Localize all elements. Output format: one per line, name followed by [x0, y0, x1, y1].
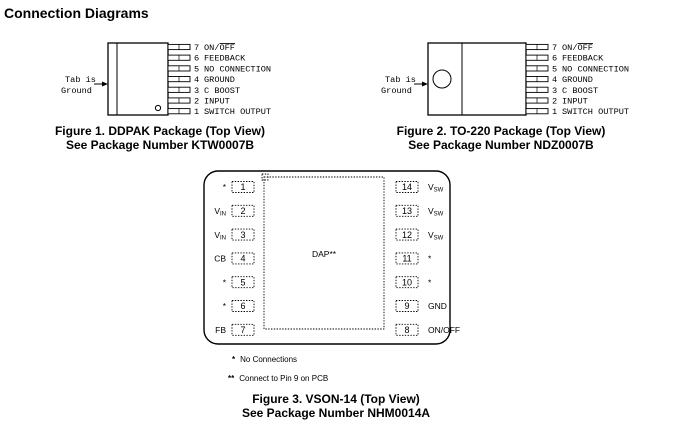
- to220-pin-5: [526, 64, 629, 74]
- ddpak-pin-name: INPUT: [204, 96, 230, 107]
- ddpak-pin-number: 2: [194, 96, 200, 107]
- to220-pin-number: 2: [552, 96, 558, 107]
- vson-pin-label: [215, 325, 226, 335]
- to220-pin-name: ON/OFF: [562, 43, 593, 53]
- to220-pin-1: [526, 107, 629, 117]
- to220-pin-name: GROUND: [562, 75, 593, 86]
- vson-pin-label-main: V: [214, 206, 220, 216]
- to220-pin-name: INPUT: [562, 96, 588, 107]
- to220-pin-number: 6: [552, 53, 558, 64]
- ddpak-pin-name: GROUND: [204, 75, 235, 86]
- ddpak-pin-number: 6: [194, 53, 200, 64]
- ddpak-caption-line-2: See Package Number KTW0007B: [65, 138, 255, 152]
- vson-pad-number: 2: [240, 206, 246, 216]
- to220-pin-2: [526, 97, 588, 107]
- vson-pin-label-sub: SW: [433, 211, 444, 218]
- ddpak-pin-5: [168, 64, 271, 74]
- vson-pad-number: 9: [404, 301, 410, 312]
- ddpak-pin-list: [168, 43, 271, 117]
- ddpak-pin-name: FEEDBACK: [204, 53, 246, 64]
- vson-pin-label-main: *: [222, 182, 226, 193]
- vson-caption-line-1: Figure 3. VSON-14 (Top View): [252, 392, 420, 406]
- vson-pad-number: 6: [240, 301, 246, 312]
- to220-pin-3: [526, 86, 598, 96]
- vson-pin-label-main: ON/OFF: [428, 325, 461, 335]
- to220-pin-name-overbar: OFF: [577, 43, 593, 53]
- ddpak-pin-1: [168, 107, 271, 117]
- vson-pin-label: [428, 301, 447, 311]
- vson-pin-label-main: CB: [214, 253, 226, 264]
- vson-pin-label-main: *: [428, 277, 432, 288]
- ddpak-pin-number: 1: [194, 107, 200, 118]
- vson-pin-label-sub: SW: [433, 235, 444, 242]
- to220-package: [381, 43, 629, 117]
- vson-pin-8: [396, 324, 460, 335]
- ddpak-pin-name-overbar: OFF: [219, 43, 235, 53]
- vson-caption: [206, 392, 466, 420]
- vson-caption-line-2: See Package Number NHM0014A: [241, 406, 431, 420]
- vson-note-2: [228, 374, 328, 383]
- ddpak-pin-6: [168, 54, 246, 64]
- to220-pin-6: [526, 54, 604, 64]
- vson-pin-label-sub: IN: [220, 211, 226, 218]
- vson-pad-number: 11: [402, 253, 412, 264]
- to220-pin-name: C BOOST: [562, 85, 599, 96]
- ddpak-package: [61, 43, 271, 117]
- ddpak-tab-arrow-head: [102, 82, 108, 87]
- vson-note-1-text: No Connections: [240, 355, 298, 364]
- ddpak-pin-number: 7: [194, 43, 200, 53]
- vson-note-1: [232, 355, 297, 364]
- vson-pad-number: 8: [404, 325, 410, 335]
- ddpak-pin-name: SWITCH OUTPUT: [204, 107, 272, 118]
- vson-pad-number: 4: [240, 253, 246, 264]
- to220-pin-number: 3: [552, 85, 558, 96]
- to220-body: [428, 43, 526, 115]
- vson-note-2-text: Connect to Pin 9 on PCB: [239, 374, 329, 383]
- to220-pin-number: 7: [552, 43, 558, 53]
- vson-pin-label-sub: IN: [220, 235, 226, 242]
- ddpak-pin-4: [168, 75, 235, 85]
- vson-pin-label-main: V: [214, 229, 220, 240]
- vson-pad-number: 12: [401, 229, 413, 240]
- to220-pin-name: FEEDBACK: [562, 53, 604, 64]
- to220-tab-label-2: Ground: [381, 86, 412, 96]
- ddpak-tab-label-1: Tab is: [65, 75, 96, 85]
- vson-pad-number: 3: [240, 229, 246, 240]
- vson-pin-label-main: *: [428, 253, 432, 264]
- ddpak-pin-2: [168, 97, 230, 107]
- vson-pad-number: 10: [401, 277, 413, 288]
- to220-pin-7: [526, 43, 593, 53]
- to220-pin-number: 1: [552, 107, 558, 118]
- vson-pin-label-main: V: [428, 206, 434, 216]
- vson-pad-number: 7: [240, 325, 246, 335]
- ddpak-caption-line-1: Figure 1. DDPAK Package (Top View): [54, 124, 266, 138]
- ddpak-pin-number: 4: [194, 75, 200, 86]
- ddpak-tab-label-2: Ground: [61, 86, 92, 96]
- to220-tab-arrow-head: [422, 82, 428, 87]
- vson-note-1-symbol: *: [232, 355, 236, 364]
- ddpak-caption: [40, 124, 280, 152]
- ddpak-pin-name: NO CONNECTION: [204, 64, 272, 75]
- to220-pin-list: [526, 43, 629, 117]
- to220-caption: [374, 124, 628, 152]
- to220-tab-label-1: Tab is: [385, 75, 416, 85]
- vson-pin-label-sub: SW: [433, 187, 444, 194]
- to220-caption-line-2: See Package Number NDZ0007B: [408, 138, 594, 152]
- vson-pin-label-main: V: [428, 229, 434, 240]
- to220-caption-line-1: Figure 2. TO-220 Package (Top View): [396, 124, 606, 138]
- ddpak-pin-number: 5: [194, 64, 200, 75]
- ddpak-pin-number: 3: [194, 85, 200, 96]
- vson-pin-label-main: FB: [215, 325, 226, 335]
- to220-pin-number: 4: [552, 75, 558, 86]
- vson-pad-number: 13: [401, 206, 413, 216]
- vson-pin-label-main: V: [428, 182, 434, 193]
- ddpak-pin-name: ON/OFF: [204, 43, 235, 53]
- vson-pad-number: 14: [401, 182, 413, 193]
- to220-pin-name: SWITCH OUTPUT: [562, 107, 630, 118]
- vson-pad-number: 1: [240, 182, 246, 193]
- vson-note-2-symbol: **: [228, 374, 235, 383]
- vson-pad-number: 5: [240, 277, 246, 288]
- vson-package: [204, 171, 460, 344]
- section-title: Connection Diagrams: [4, 5, 149, 21]
- to220-pin-4: [526, 75, 593, 85]
- vson-pin-label-main: *: [222, 301, 226, 312]
- to220-pin-number: 5: [552, 64, 558, 75]
- vson-pin-label: [214, 254, 226, 264]
- to220-pin-name: NO CONNECTION: [562, 64, 630, 75]
- vson-pin-label: [428, 325, 460, 335]
- vson-pin-label-main: GND: [428, 301, 447, 312]
- vson-pin-label-main: *: [222, 277, 226, 288]
- ddpak-pin-3: [168, 86, 240, 96]
- ddpak-pin-7: [168, 43, 235, 53]
- ddpak-pin-name: C BOOST: [204, 85, 241, 96]
- vson-dap-label: DAP**: [312, 249, 337, 259]
